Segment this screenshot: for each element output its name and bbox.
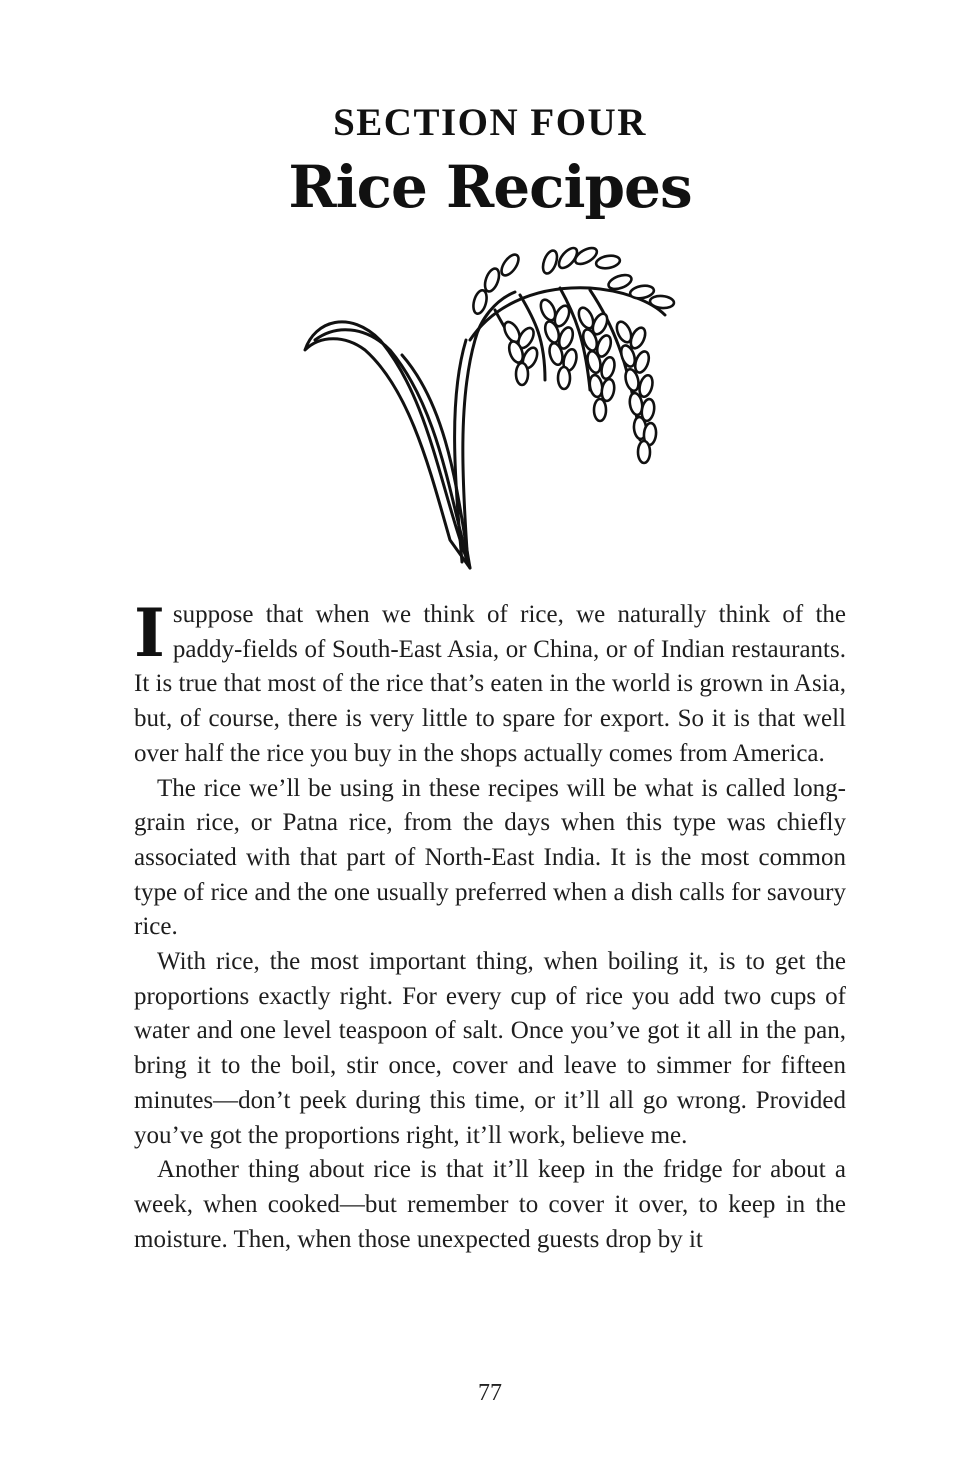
- paragraph: With rice, the most important thing, when boiling it, is to get the proportions exactly right. For every cup of rice you add two cups of water and one level teaspoon of salt. Once you’ve got it all in the pan, bring it to the boil, stir once, cover and leave to simmer for fifteen minutes—don’t peek during this time, or it’ll all go wrong. Provided you’ve got the proportions right, it’ll work, believe me.: [134, 948, 846, 1149]
- rice-plant-icon: [290, 240, 690, 580]
- chapter-title: Rice Recipes: [288, 153, 692, 221]
- body-text: [134, 594, 846, 1257]
- paragraph-text: suppose that when we think of rice, we naturally think of the paddy-fields of South-East Asia, or China, or of Indian restaurants. It is true that most of the rice that’s eaten in the world is grown in Asia, but, of course, there is very little to spare for export. So it is that well over half the rice you buy in the shops actually comes from America.: [134, 601, 846, 767]
- page-number: 77: [478, 1380, 502, 1406]
- paragraph: Another thing about rice is that it’ll keep in the fridge for about a week, when cooked—but remember to cover it over, to keep in the moisture. Then, when those unexpected guests drop by it: [134, 1156, 846, 1253]
- drop-cap: I: [134, 594, 165, 672]
- section-label: SECTION FOUR: [333, 101, 647, 144]
- paragraph: The rice we’ll be using in these recipes will be what is called long-grain rice, or Patna rice, from the days when this type was chiefly associated with that part of North-East India. It is the most common type of rice and the one usually preferred when a dish calls for savoury rice.: [134, 774, 846, 941]
- paragraph: [134, 594, 846, 772]
